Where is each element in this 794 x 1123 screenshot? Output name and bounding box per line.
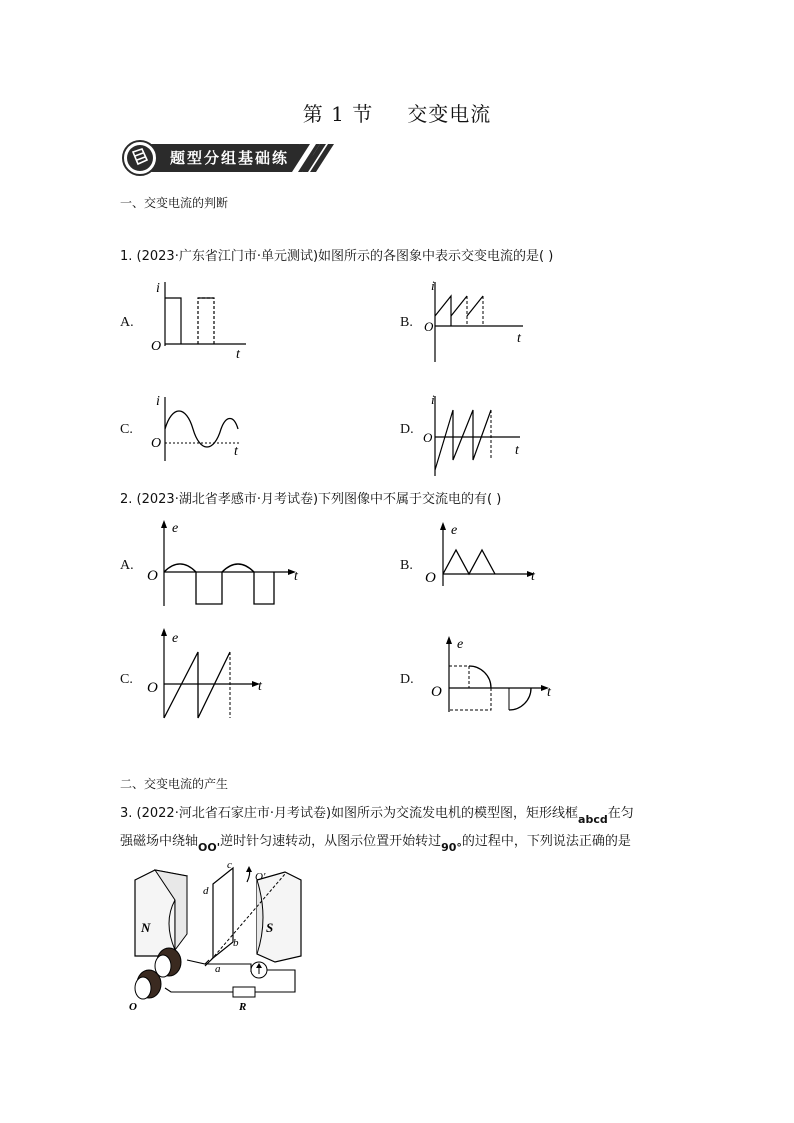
magnet-n-label: N xyxy=(141,920,151,935)
question-1-text: 1. (2023·广东省江门市·单元测试)如图所示的各图象中表示交变电流的是( ) xyxy=(120,249,554,264)
q2-option-d[interactable]: D. xyxy=(400,672,414,687)
q3-var-angle: 90° xyxy=(441,841,462,854)
q1b-axis-y: i xyxy=(431,278,435,293)
q2c-origin: O xyxy=(147,680,158,696)
coil-label-d: d xyxy=(203,885,209,897)
q1d-axis-y: i xyxy=(431,392,435,407)
q2c-axis-x: t xyxy=(258,679,262,694)
q2-graph-c xyxy=(142,622,272,720)
q1c-origin: O xyxy=(151,436,162,451)
q2-option-b[interactable]: B. xyxy=(400,558,413,573)
q2b-axis-x: t xyxy=(531,569,535,584)
q2-option-c[interactable]: C. xyxy=(120,672,133,687)
q2b-origin: O xyxy=(425,570,436,586)
q1-option-a[interactable]: A. xyxy=(120,315,134,330)
q3-var-abcd: abcd xyxy=(578,813,608,826)
generator-figure xyxy=(125,860,315,1015)
coil-label-a: a xyxy=(215,963,221,975)
q1d-origin: O xyxy=(423,430,433,445)
title-topic: 交变电流 xyxy=(407,102,492,126)
q2-graph-d xyxy=(425,632,560,716)
q1-option-b[interactable]: B. xyxy=(400,315,413,330)
q2d-axis-y: e xyxy=(457,637,464,652)
magnet-s-label: S xyxy=(266,920,274,935)
coil-label-b: b xyxy=(233,937,239,949)
q1-graph-c xyxy=(148,393,258,463)
q2a-axis-y: e xyxy=(172,521,179,536)
coil-label-c: c xyxy=(227,859,232,871)
resistor-label: R xyxy=(239,1001,247,1013)
q2d-axis-x: t xyxy=(547,685,551,700)
q1c-axis-y: i xyxy=(156,394,160,409)
q2c-axis-y: e xyxy=(172,631,179,646)
q2d-origin: O xyxy=(431,684,442,700)
q2-option-a[interactable]: A. xyxy=(120,558,134,573)
q1-option-c[interactable]: C. xyxy=(120,422,133,437)
banner-label: 题型分组基础练 xyxy=(170,149,290,167)
q1-graph-b xyxy=(425,278,535,362)
q1b-origin: O xyxy=(424,319,434,334)
section-heading-1: 一、交变电流的判断 xyxy=(120,196,229,210)
q2a-axis-x: t xyxy=(294,569,298,584)
q2-graph-a xyxy=(142,518,307,610)
title-section-number: 第 1 节 xyxy=(302,102,374,126)
q1-graph-a xyxy=(148,278,258,362)
q3-var-axis: OO' xyxy=(198,841,221,854)
q1-option-d[interactable]: D. xyxy=(400,422,414,437)
q1a-axis-x: t xyxy=(236,347,240,362)
q2-graph-b xyxy=(423,520,548,590)
section-heading-2: 二、交变电流的产生 xyxy=(120,777,229,791)
q1c-axis-x: t xyxy=(234,444,238,459)
q1a-origin: O xyxy=(151,339,162,354)
question-3-text xyxy=(120,800,680,856)
question-2-text: 2. (2023·湖北省孝感市·月考试卷)下列图像中不属于交流电的有( ) xyxy=(120,492,502,507)
q1d-axis-x: t xyxy=(515,443,519,458)
q2a-origin: O xyxy=(147,568,158,584)
page-title xyxy=(0,98,794,127)
axis-label-o-prime: O' xyxy=(255,871,266,883)
q1b-axis-x: t xyxy=(517,331,521,346)
q1-graph-d xyxy=(425,392,535,478)
q1a-axis-y: i xyxy=(156,281,160,296)
q2b-axis-y: e xyxy=(451,523,458,538)
q3-line-1: 3. (2022·河北省石家庄市·月考试卷)如图所示为交流发电机的模型图，矩形线框$_{abcd}$在匀 xyxy=(120,806,634,826)
axis-label-o: O xyxy=(129,1001,137,1013)
q3-line-2: 强磁场中绕轴$_{OO'}$逆时针匀速转动，从图示位置开始转过$_{90^\circ}$的过程中，下列说法正确的是 xyxy=(120,834,631,854)
